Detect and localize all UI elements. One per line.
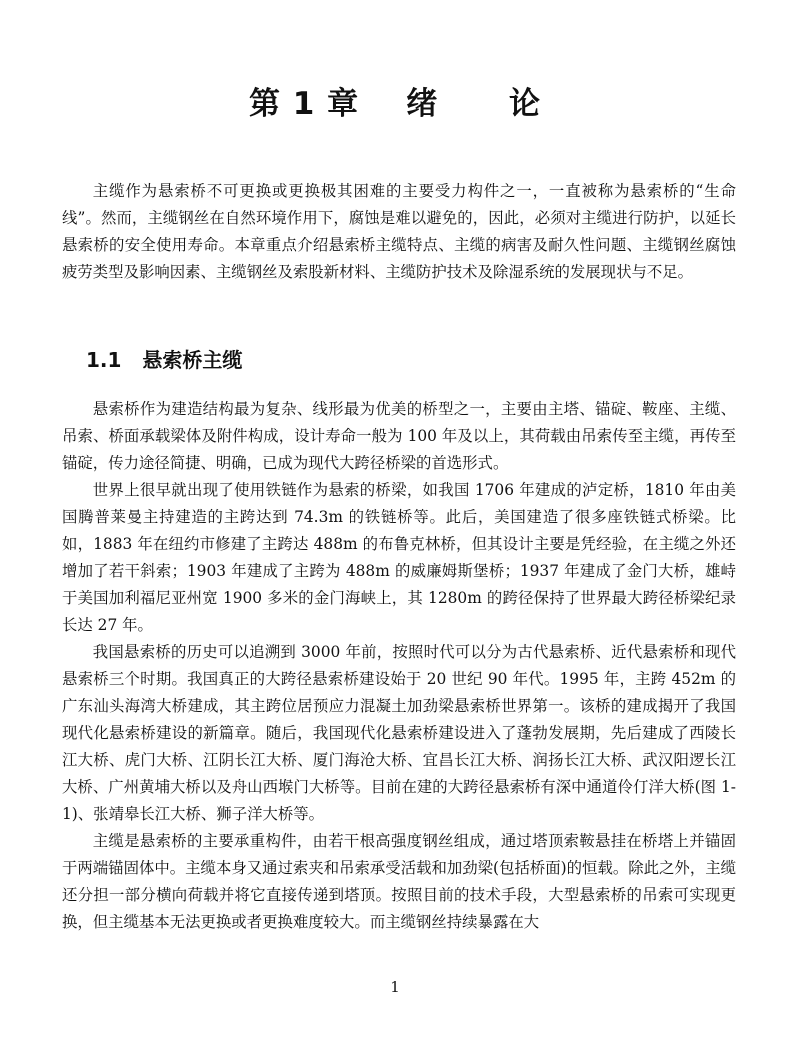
section-heading: 1.1 悬索桥主缆 [86,348,243,372]
chapter-title: 第 1 章 绪 论 [248,86,542,122]
page-number: 1 [390,978,400,996]
body-paragraph: 主缆是悬索桥的主要承重构件，由若干根高强度钢丝组成，通过塔顶索鞍悬挂在桥塔上并锚固于两端锚固体中。主缆本身又通过索夹和吊索承受活载和加劲梁(包括桥面)的恒载。除此之外，主缆还分担一部分横向荷载并将它直接传递到塔顶。按照目前的技术手段，大型悬索桥的吊索可实现更换，但主缆基本无法更换或者更换难度较大。而主缆钢丝持续暴露在大 [62,832,736,931]
section-text-block [62,396,736,936]
intro-paragraph: 主缆作为悬索桥不可更换或更换极其困难的主要受力构件之一，一直被称为悬索桥的“生命线”。然而，主缆钢丝在自然环境作用下，腐蚀是难以避免的，因此，必须对主缆进行防护，以延长悬索桥的安全使用寿命。本章重点介绍悬索桥主缆特点、主缆的病害及耐久性问题、主缆钢丝腐蚀疲劳类型及影响因素、主缆钢丝及索股新材料、主缆防护技术及除湿系统的发展现状与不足。 [62,182,736,281]
body-paragraph: 我国悬索桥的历史可以追溯到 3000 年前，按照时代可以分为古代悬索桥、近代悬索桥和现代悬索桥三个时期。我国真正的大跨径悬索桥建设始于 20 世纪 90 年代。1995 年，主跨 452m 的广东汕头海湾大桥建成，其主跨位居预应力混凝土加劲梁悬索桥世界第一。该桥的建成揭开了我国现代化悬索桥建设的新篇章。随后，我国现代化悬索桥建设进入了蓬勃发展期，先后建成了西陵长江大桥、虎门大桥、江阴长江大桥、厦门海沧大桥、宜昌长江大桥、润扬长江大桥、武汉阳逻长江大桥、广州黄埔大桥以及舟山西堠门大桥等。目前在建的大跨径悬索桥有深中通道伶仃洋大桥(图 1-1)、张靖皋长江大桥、狮子洋大桥等。 [62,643,736,823]
intro-text-block [62,178,736,286]
body-paragraph: 悬索桥作为建造结构最为复杂、线形最为优美的桥型之一，主要由主塔、锚碇、鞍座、主缆、吊索、桥面承载梁体及附件构成，设计寿命一般为 100 年及以上，其荷载由吊索传至主缆，再传至锚碇，传力途径简捷、明确，已成为现代大跨径桥梁的首选形式。 [62,400,736,472]
body-paragraph: 世界上很早就出现了使用铁链作为悬索的桥梁，如我国 1706 年建成的泸定桥，1810 年由美国腾普莱曼主持建造的主跨达到 74.3m 的铁链桥等。此后，美国建造了很多座铁链式桥梁。比如，1883 年在纽约市修建了主跨达 488m 的布鲁克林桥，但其设计主要是凭经验，在主缆之外还增加了若干斜索；1903 年建成了主跨为 488m 的威廉姆斯堡桥；1937 年建成了金门大桥，雄峙于美国加利福尼亚州宽 1900 多米的金门海峡上，其 1280m 的跨径保持了世界最大跨径桥梁纪录长达 27 年。 [62,481,736,634]
